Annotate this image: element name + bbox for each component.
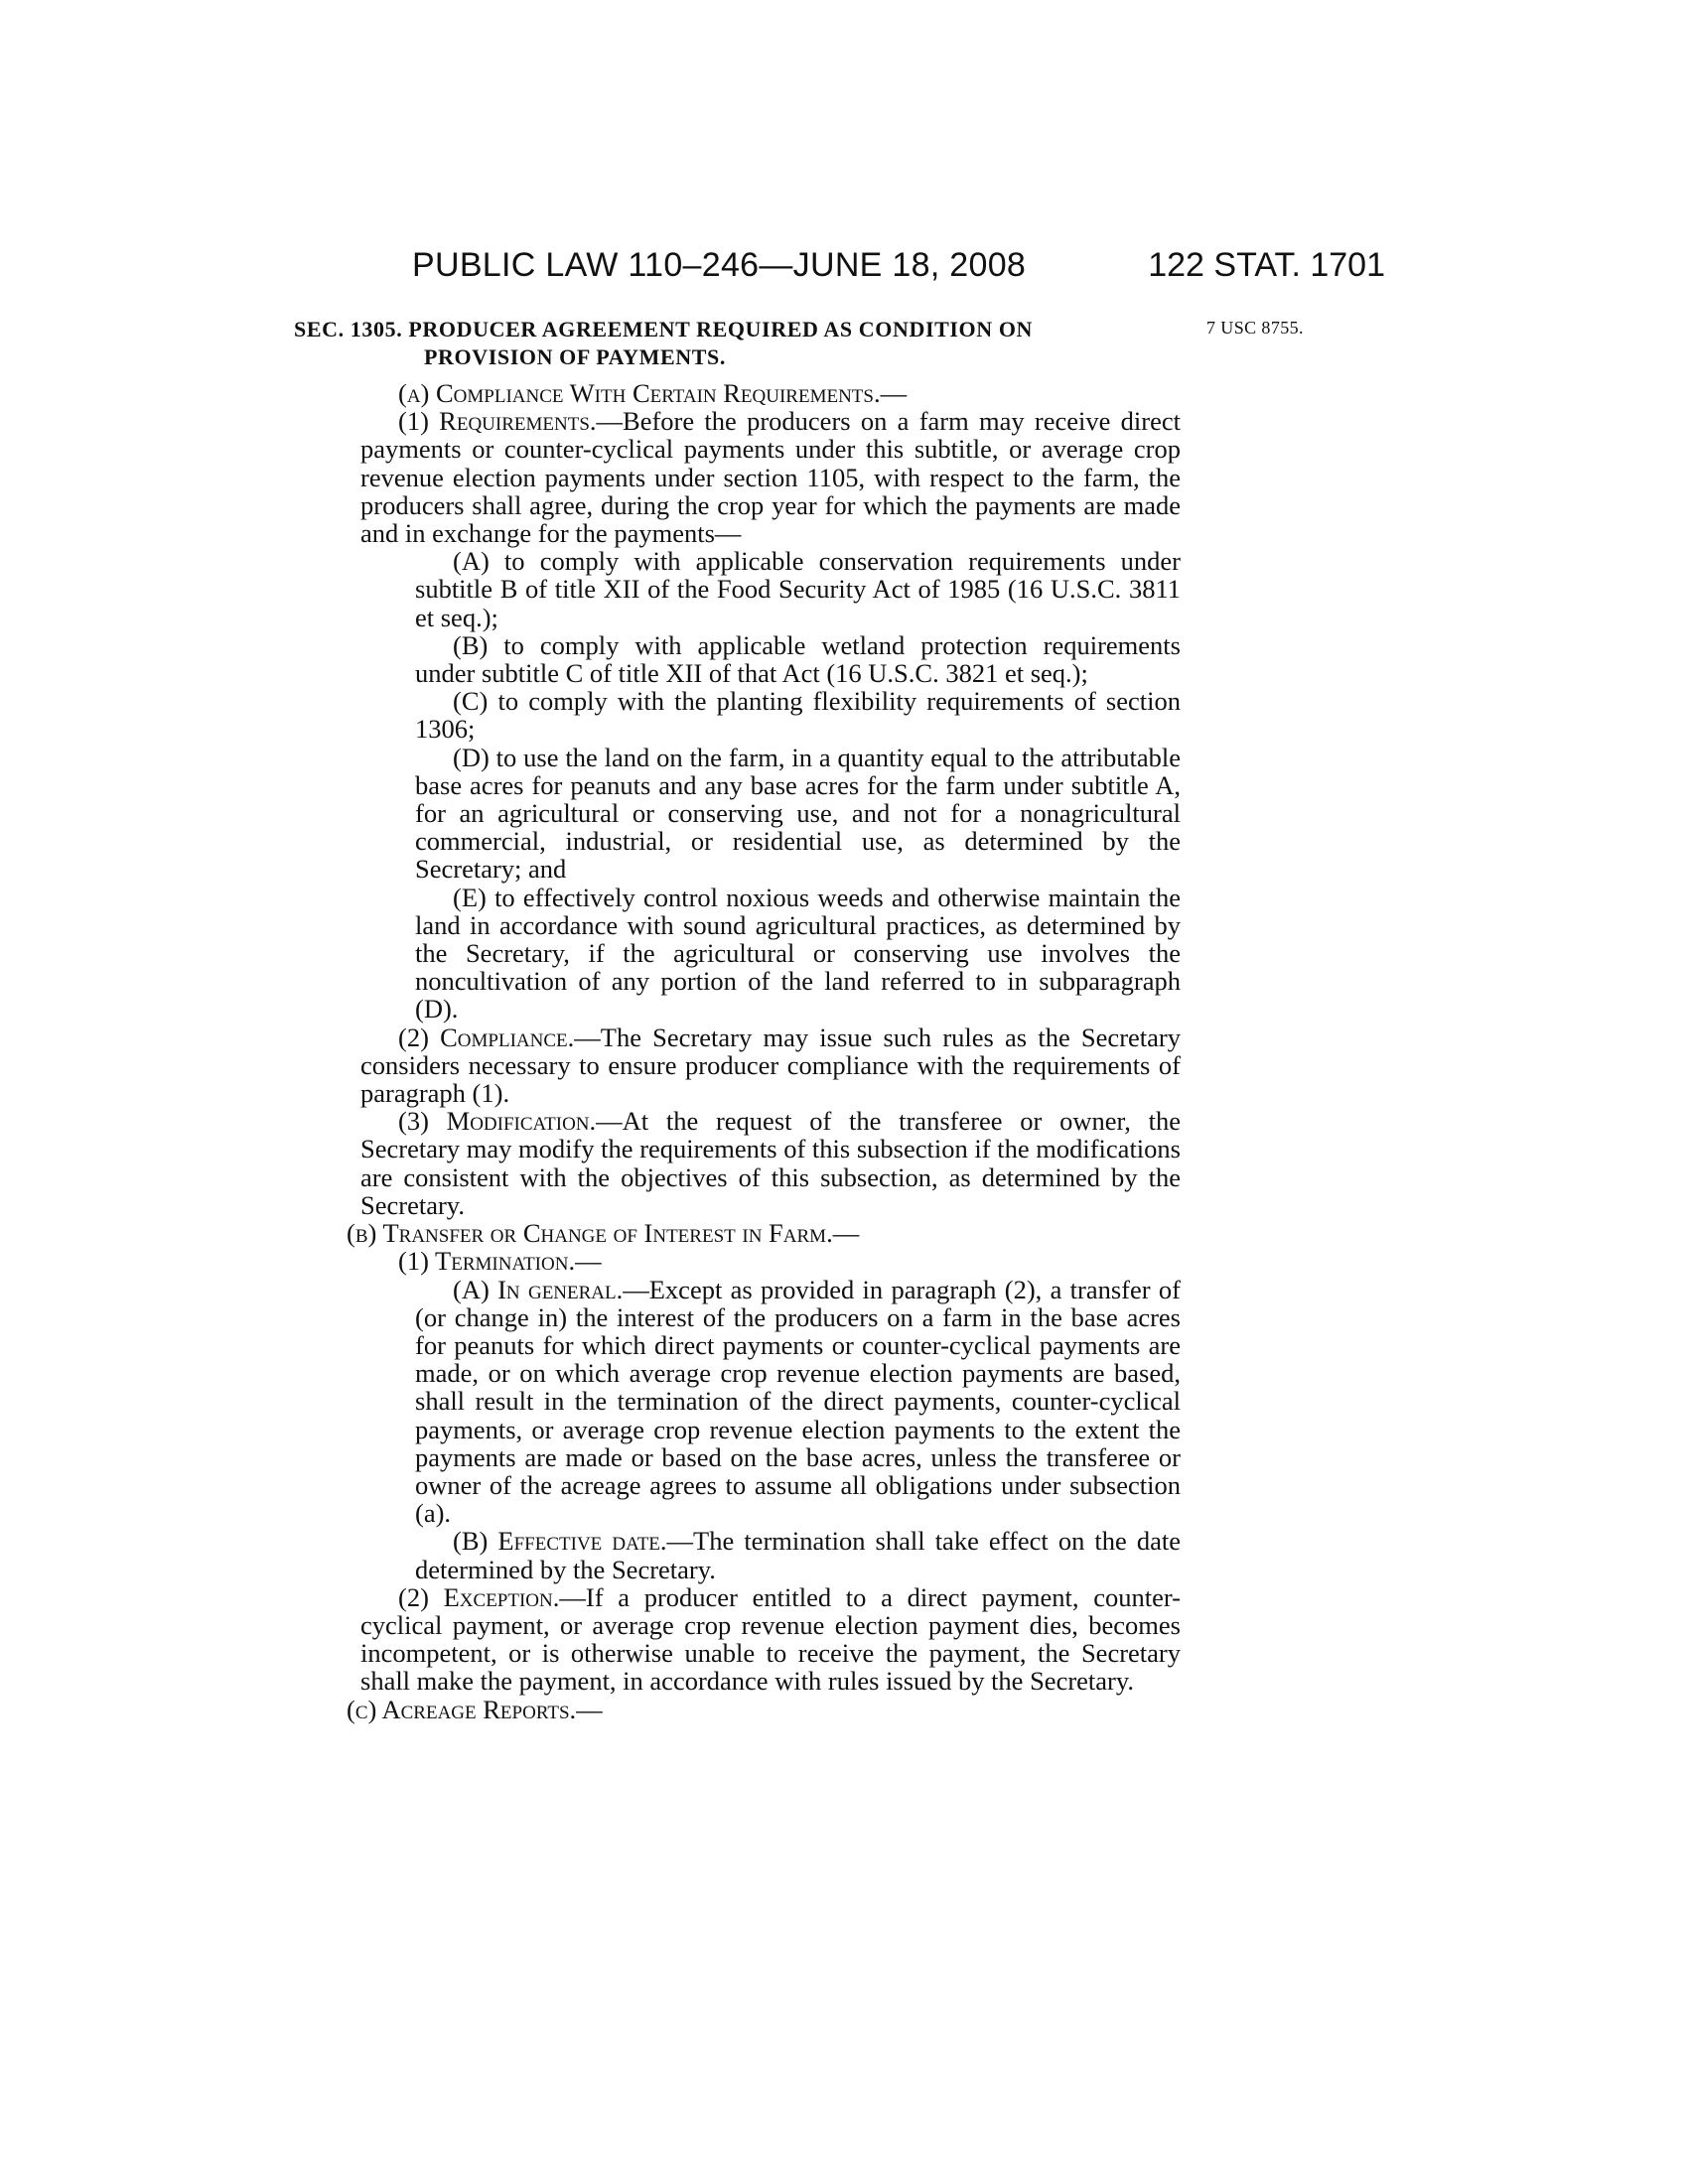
subparagraph-a1A: (A) to comply with applicable conservation requirements under subtitle B of title XII of the Food Security Act of 1985 (16 U.S.C. 3811 et seq.); <box>415 546 1181 632</box>
subsection-a: (a) Compliance With Certain Requirements.— <box>398 378 908 408</box>
subparagraph-b1B: (B) Effective date.—The termination shall take effect on the date determined by the Secretary. <box>415 1526 1181 1584</box>
subparagraph-a1E: (E) to effectively control noxious weeds and otherwise maintain the land in accordance with sound agricultural practices, as determined by the Secretary, if the agricultural or conserving use involves the noncultivation of any portion of the land referred to in subparagraph (D). <box>415 882 1181 1024</box>
subparagraph-a1C: (C) to comply with the planting flexibility requirements of section 1306; <box>415 686 1181 745</box>
paragraph-a3: (3) Modification.—At the request of the transferee or owner, the Secretary may modify the requirements of this subsection if the modifications are consistent with the objectives of this subsection, as determined by the Secretary. <box>360 1106 1181 1220</box>
law-title: PUBLIC LAW 110–246—JUNE 18, 2008 <box>412 246 1027 284</box>
subsection-c: (c) Acreage Reports.— <box>347 1694 603 1724</box>
paragraph-b1: (1) Termination.— <box>398 1246 602 1277</box>
paragraph-b2: (2) Exception.—If a producer entitled to a direct payment, counter-cyclical payment, or average crop revenue election payment dies, becomes incompetent, or is otherwise unable to receive the payment, the Secretary shall make the payment, in accordance with rules issued by the Secretary. <box>360 1581 1181 1697</box>
subparagraph-b1A: (A) In general.—Except as provided in paragraph (2), a transfer of (or change in) the interest of the producers on a farm in the base acres for peanuts for which direct payments or counter-cyclical payments are made, or on which average crop revenue election payments are based, shall result in the termination of the direct payments, counter-cyclical payments, or average crop revenue election payments to the extent the payments are made or based on the base acres, unless the transferee or owner of the acreage agrees to assume all obligations under subsection (a). <box>415 1274 1181 1529</box>
section-body <box>347 378 1182 1724</box>
paragraph-a2: (2) Compliance.—The Secretary may issue such rules as the Secretary considers necessary to ensure producer compliance with the requirements of paragraph (1). <box>360 1022 1181 1109</box>
stat-citation: 122 STAT. 1701 <box>1148 246 1385 284</box>
running-header <box>412 246 1385 296</box>
subsection-b: (b) Transfer or Change of Interest in Farm.— <box>347 1218 860 1249</box>
section-heading-line1: SEC. 1305. PRODUCER AGREEMENT REQUIRED AS CONDITION ON <box>294 317 1034 341</box>
usc-margin-note: 7 USC 8755. <box>1206 318 1304 338</box>
subparagraph-a1B: (B) to comply with applicable wetland protection requirements under subtitle C of title XII of that Act (16 U.S.C. 3821 et seq.); <box>415 629 1181 689</box>
paragraph-a1: (1) Requirements.—Before the producers on a farm may receive direct payments or counter-cyclical payments under this subtitle, or average crop revenue election payments under section 1105, with respect to the farm, the producers shall agree, during the crop year for which the payments are made and in exchange for the payments— <box>360 406 1182 549</box>
section-heading <box>294 316 1188 371</box>
subparagraph-a1D: (D) to use the land on the farm, in a quantity equal to the attributable base acres for peanuts and any base acres for the farm under subtitle A, for an agricultural or conserving use, and not for a nonagricultural commercial, industrial, or residential use, as determined by the Secretary; and <box>415 742 1181 885</box>
section-heading-line2: PROVISION OF PAYMENTS. <box>424 344 726 369</box>
